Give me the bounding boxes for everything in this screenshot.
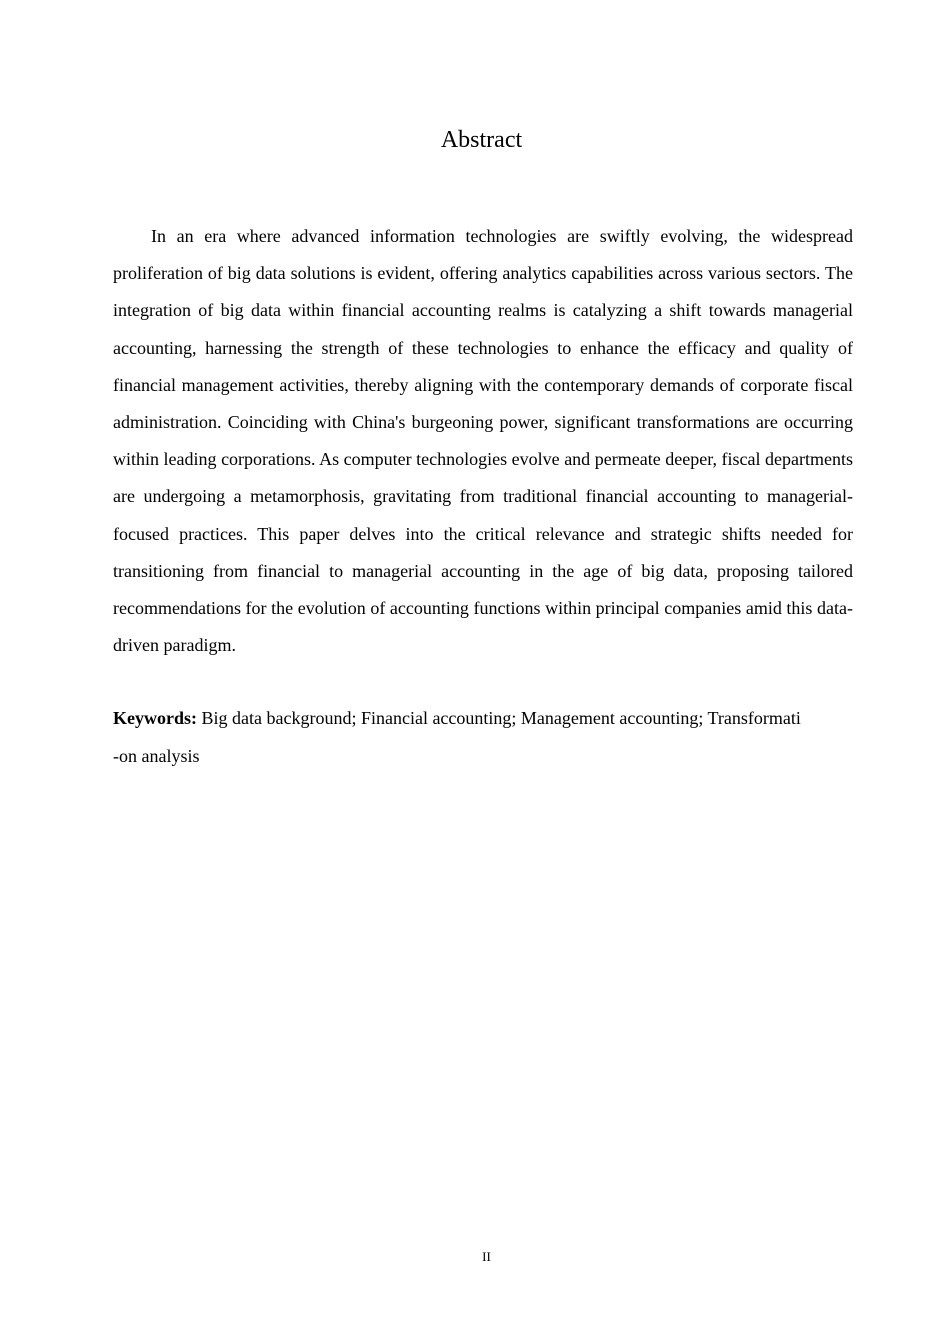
keywords-label: Keywords: — [113, 708, 197, 728]
keywords-line-1 — [113, 700, 853, 738]
abstract-body: In an era where advanced information technologies are swiftly evolving, the widespread proliferation of big data solutions is evident, offering analytics capabilities across various sectors. The integration of big data within financial accounting realms is catalyzing a shift towards managerial accounting, harnessing the strength of these technologies to enhance the efficacy and quality of financial management activities, thereby aligning with the contemporary demands of corporate fiscal administration. Coinciding with China's burgeoning power, significant transformations are occurring within leading corporations. As computer technologies evolve and permeate deeper, fiscal departments are undergoing a metamorphosis, gravitating from traditional financial accounting to managerial-focused practices. This paper delves into the critical relevance and strategic shifts needed for transitioning from financial to managerial accounting in the age of big data, proposing tailored recommendations for the evolution of accounting functions within principal companies amid this data-driven paradigm. — [113, 226, 853, 656]
keywords-section — [113, 700, 853, 775]
keywords-continuation: -on analysis — [113, 745, 200, 766]
page-number: II — [482, 1249, 491, 1264]
page-title: Abstract — [440, 127, 523, 153]
keywords-list: Big data background; Financial accounting; Management accounting; Transformati — [197, 708, 801, 728]
